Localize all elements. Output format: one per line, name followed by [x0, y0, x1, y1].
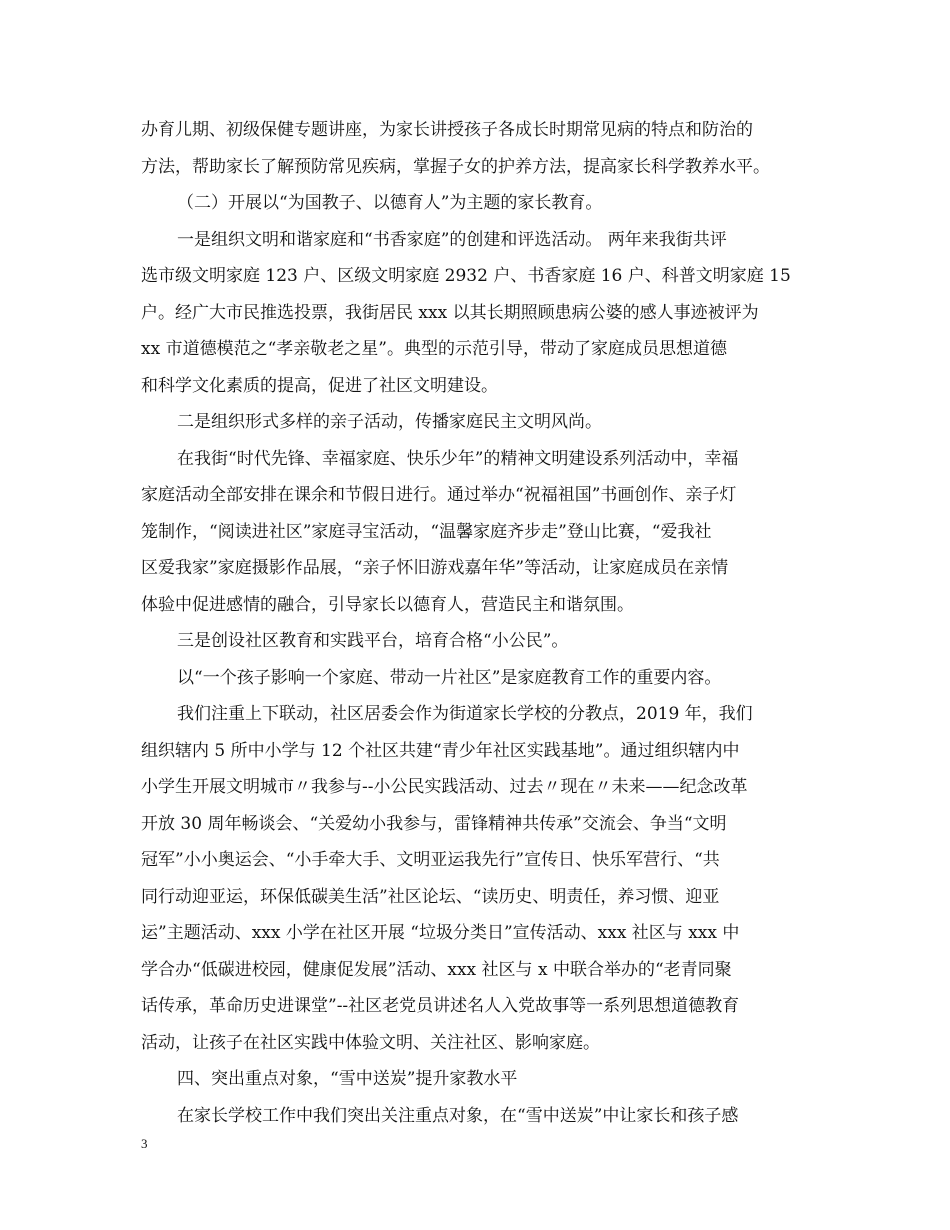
text-line: 话传承，革命历史进课堂”--社区老党员讲述名人入党故事等一系列思想道德教育: [141, 996, 740, 1016]
text-line: 区爱我家”家庭摄影作品展，“亲子怀旧游戏嘉年华”等活动，让家庭成员在亲情: [141, 558, 729, 578]
text-line: 家庭活动全部安排在课余和节假日进行。通过举办“祝福祖国”书画创作、亲子灯: [141, 485, 737, 505]
text-line: 开放 30 周年畅谈会、“关爱幼小我参与，雷锋精神共传承”交流会、争当“文明: [141, 813, 727, 834]
text-line: 我们注重上下联动，社区居委会作为街道家长学校的分教点，2019 年，我们: [177, 704, 753, 724]
text-line: 学合办“低碳进校园，健康促发展”活动、xxx 社区与 x 中联合举办的“老青同聚: [141, 959, 732, 980]
text-line: 在我街“时代先锋、幸福家庭、快乐少年”的精神文明建设系列活动中，幸福: [177, 448, 739, 469]
text-line: 运”主题活动、xxx 小学在社区开展 “垃圾分类日”宣传活动、xxx 社区与 xxx 中: [141, 923, 740, 943]
text-line: 户。经广大市民推选投票，我街居民 xxx 以其长期照顾患病公婆的感人事迹被评为: [141, 302, 759, 323]
text-line: 活动，让孩子在社区实践中体验文明、关注社区、影响家庭。: [141, 1032, 600, 1053]
text-line: 和科学文化素质的提高，促进了社区文明建设。: [141, 375, 498, 396]
page-number: 3: [141, 1136, 148, 1151]
text-line: xx 市道德模范之“孝亲敬老之星”。典型的示范引导，带动了家庭成员思想道德: [141, 339, 727, 359]
text-line: 小学生开展文明城市〃我参与--小公民实践活动、过去〃现在〃未来——纪念改革: [141, 777, 748, 797]
text-line: 以“一个孩子影响一个家庭、带动一片社区”是家庭教育工作的重要内容。: [177, 667, 722, 688]
text-line: 选市级文明家庭 123 户、区级文明家庭 2932 户、书香家庭 16 户、科普文明家庭 15: [141, 266, 791, 286]
text-line: 二是组织形式多样的亲子活动，传播家庭民主文明风尚。: [177, 412, 602, 432]
text-line: 四、突出重点对象，“雪中送炭”提升家教水平: [177, 1069, 518, 1089]
text-line: 方法，帮助家长了解预防常见疾病，掌握子女的护养方法，提高家长科学教养水平。: [141, 156, 770, 177]
text-line: 体验中促进感情的融合，引导家长以德育人，营造民主和谐氛围。: [141, 594, 634, 615]
text-line: 三是创设社区教育和实践平台，培育合格“小公民”。: [177, 631, 569, 651]
body-text: [141, 112, 821, 1134]
text-line: 同行动迎亚运，环保低碳美生活”社区论坛、“读历史、明责任，养习惯、迎亚: [141, 886, 720, 907]
text-line: 组织辖内 5 所中小学与 12 个社区共建“青少年社区实践基地”。通过组织辖内中: [141, 740, 740, 761]
text-line: 办育儿期、初级保健专题讲座，为家长讲授孩子各成长时期常见病的特点和防治的: [141, 120, 753, 140]
text-line: （二）开展以“为国教子、以德育人”为主题的家长教育。: [177, 193, 603, 213]
text-line: 在家长学校工作中我们突出关注重点对象，在“雪中送炭”中让家长和孩子感: [177, 1105, 739, 1126]
text-line: 一是组织文明和谐家庭和“书香家庭”的创建和评选活动。 两年来我街共评: [177, 229, 727, 250]
text-line: 笼制作，“阅读进社区”家庭寻宝活动，“温馨家庭齐步走”登山比赛，“爱我社: [141, 521, 712, 542]
text-line: 冠军”小小奥运会、“小手牵大手、文明亚运我先行”宣传日、快乐军营行、“共: [141, 850, 720, 870]
